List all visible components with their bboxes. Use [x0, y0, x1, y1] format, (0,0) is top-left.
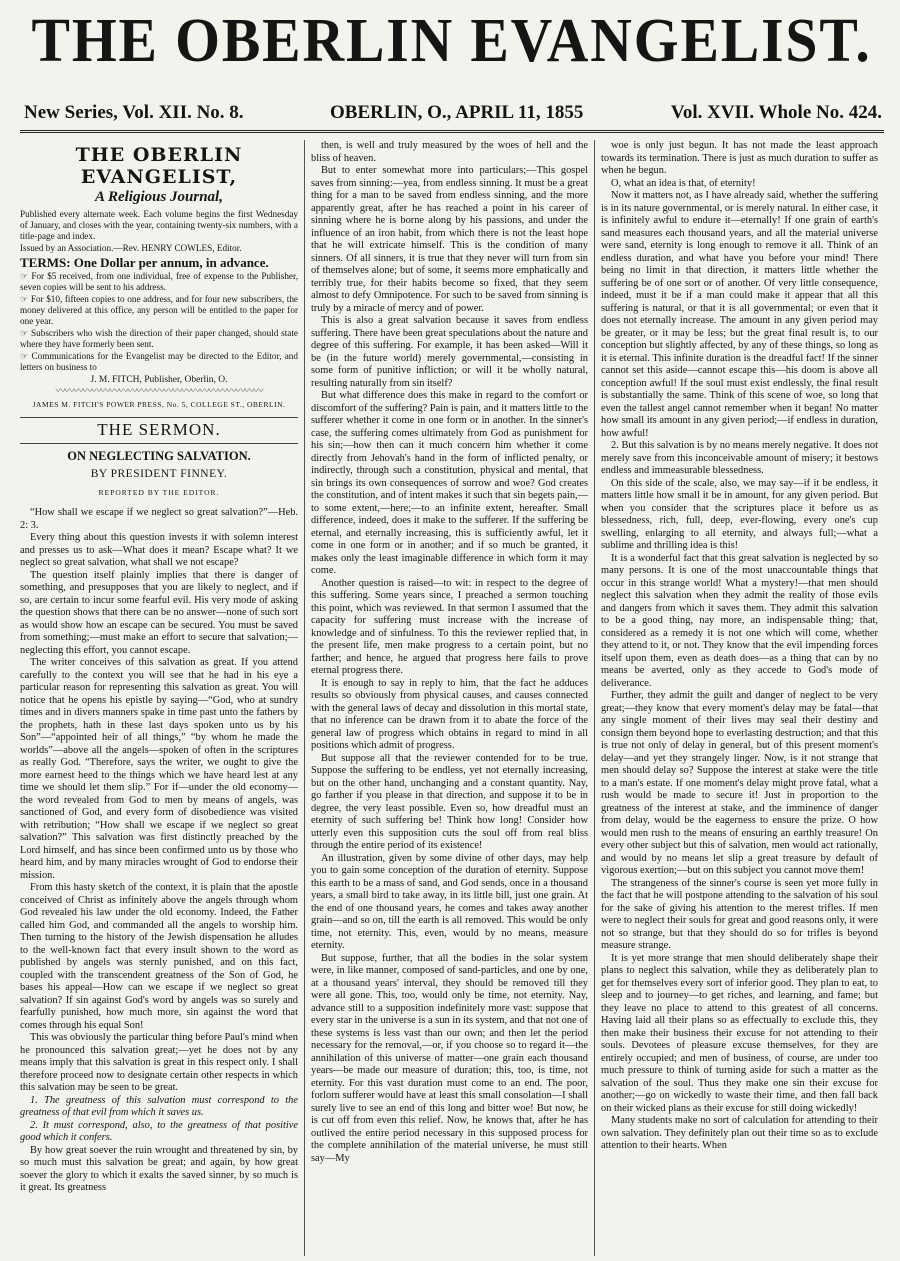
paragraph: An illustration, given by some divine of other days, may help you to gain some conception of the duration of eternity. Suppose this earth to be a mass of sand, and God sends, once in a thousand years, a small bird to take away, in its little bill, just one grain. At the end of one thousand years, he comes and takes away another grain—and so on, till the earth is all removed. This would be only time, not eternity. This, even, would by no means, measure eternity.: [311, 852, 588, 951]
paragraph: It is yet more strange that men should deliberately shape their plans to neglect this salvation, while they as deliberately plan to get for themselves every sort of inferior good. They plan to eat, to sleep and to journey—to get riches, and learning, and fame; but they leave no place to attend to this greatest of all concerns. Having laid all their plans so as effectually to exclude this, they then make their business their excuse for not attending to their souls. Devotees of pleasure excuse themselves, for they are entirely occupied; and men of business, of course, are under too much pressure to think of turning aside for such a matter as the salvation of the soul. Thus they make one sin their excuse for another;—go on wickedly to waste their time, and then fall back on their wicked plans as their excuse for still doing wickedly!: [601, 952, 878, 1114]
paragraph: Further, they admit the guilt and danger of neglect to be very great;—they know that every moment's delay may be fatal—that any single moment of their lives may seal their destiny and consign them beyond hope to everlasting destruction; and that this is true not only of delay in general, but of this present moment's delay—and yet they strangely linger. Now, is it not strange that men should delay so? Suppose the interest at stake were the title to a man's estate. If one moment's delay might prove fatal, what a rush would be made to secure it! Just in proportion to the greatness of the interest at stake, and the imminence of danger from delay, would be the eagerness to ensure the prize. O how would men rush to the means of ensuring an earthly treasure! On every other subject but this of salvation, men would act rationally, and would by no means let slip a great treasure by default of vigorous exertion;—but on this subject you cannot move them!: [601, 690, 878, 876]
press-line: JAMES M. FITCH'S POWER PRESS, No. 5, COLLEGE ST., OBERLIN.: [32, 399, 286, 409]
published-notice: Published every alternate week. Each volume begins the first Wednesday of January, and closes with the year, containing twenty-six numbers, with a title-page and index.: [20, 209, 298, 241]
wavy-divider: 〰〰〰〰〰〰〰〰〰〰〰〰〰〰〰〰〰〰〰〰〰〰〰: [55, 386, 263, 396]
paragraph: But suppose all that the reviewer contended for to be true. Suppose the suffering to be endless, yet not eternally increasing, but on the other hand, unchanging and a constant quantity. Nay, go farther if you please in that direction, and suppose it to be in degree, the very least possible. Even so, how dreadful must an eternity of such suffering be! Think how long! Consider how utterly even this supposition cuts the soul off from real bliss through the entire period of its existence!: [311, 752, 588, 851]
article-columns: [14, 140, 886, 1256]
series-label: New Series, Vol. XII. No. 8.: [24, 102, 244, 123]
paragraph: On this side of the scale, also, we may say—if it be endless, it matters little how small it be in amount, for any given period. But when you consider that the scriptures place it before us as blessedness, rich, full, deep, ever-flowing, every one's cup swelling, enlarging to all eternity, and always full;—what a sublime and thrilling idea is this!: [601, 477, 878, 551]
paragraph: The writer conceives of this salvation as great. If you attend carefully to the context you will see that he had in his eye a particular reason for representing this salvation as great. You will notice that he opens his epistle by saying—“God, who at sundry times and in divers manners spake in time past unto the fathers by the prophets, hath in these last days spoken unto us by his Son”—“appointed heir of all things,” “by whom he made the worlds”—above all the angels—spoken of often in the scriptures as really God. “Therefore, says the writer, we ought to give the more earnest heed to the things which we have heard lest at any time we should let them slip.” For if—under the old economy—the word revealed from God to men by means of angels, was sanctioned of God, and every form of disobedience was visited with retribution; “How shall we escape if we neglect so great salvation?” This salvation was first distinctly preached by the Lord himself, and has since been confirmed unto us by those who heard him, and by many miracles wrought of God to endorse their mission.: [20, 657, 298, 881]
paragraph: O, what an idea is that, of eternity!: [611, 177, 756, 189]
paragraph: 2. But this salvation is by no means merely negative. It does not merely save from this inconceivable amount of misery; it bestows endless and immeasurable blessedness.: [601, 440, 878, 476]
paragraph: The strangeness of the sinner's course is seen yet more fully in the fact that he will postpone attending to the salvation of his soul for the sake of giving his attention to the merest trifles. If men were to neglect their souls for great and good reasons only, it were not so strange, but that they should do so for trifles is beyond measure strange.: [601, 877, 878, 951]
issued-notice: Issued by an Association.—Rev. HENRY COWLES, Editor.: [20, 243, 242, 253]
paragraph: But to enter somewhat more into particulars;—This gospel saves from sinning:—yea, from endless sinning. It must be a great thing for a man to be saved from endless sinning, and the more apparently great, after he has reached a point in his career of sinning where he is borne along by his passions, and under the influence of an iron habit, from which there is not the least hope that he will extricate himself. This is the condition of many sinners. Of all sinners, it is true that they never will turn from sin of themselves alone; but of some, it seems more emphatically and terribly true, for their habits become so fixed, that they seem almost to defy Omnipotence. For such to be saved from sinning is truly by a miracle of mercy and of power.: [311, 165, 588, 314]
reported-line: REPORTED BY THE EDITOR.: [98, 487, 220, 497]
paragraph: “How shall we escape if we neglect so great salvation?”—Heb. 2: 3.: [20, 507, 298, 531]
paragraph: Now it matters not, as I have already said, whether the suffering is in its nature governmental, or is merely natural. In either case, it is infinitely awful to endure it—eternally! If one grain of earth's sand measures each thousand years, and all the material universe were sand, eternity is long enough to remove it all. Think of an endless duration, and what have you before your mind! There being no limit in that direction, it matters little whether the suffering be of one sort or of another. Of very little consequence, indeed, must it be if a man could make it appear that all this suffering is natural, or that it is all governmental; or even that it does not eternally increase. The amount in any given period may be greater, or it may be less; but the great final result is, to our conception but slightly affected, by any of these things, so long as it is eternal. This infinite duration is the dreadful fact! If the sinner cannot set this aside—cannot escape this—his doom is above all conception awful! If the soul must exist endlessly, the final result is substantially the same. Think of this scene of woe, so long that even the tallest angel cannot remember when it began! No matter how small its amount in any given period;—if endless in duration, how awful!: [601, 190, 878, 439]
notice-item: ☞ Communications for the Evangelist may be directed to the Editor, and letters on business to: [20, 351, 298, 372]
paragraph: From this hasty sketch of the context, it is plain that the apostle conceived of Christ as infinitely above the angels through whom God revealed his law under the old economy. Indeed, the Father called him God, and commanded all the angels to worship him. Then turning to the history of the Jewish dispensation he alludes to the well-known fact that every insult shown to the word as published by angels was sternly punished, and on this fact, coupled with the transcendent greatness of the Son of God, he bases his appeal—How can we escape if we neglect so great salvation? If sin against God's word by angels was so surely and fearfully punished, how much more, sin against the word that comes through his equal Son!: [20, 882, 298, 1031]
column-3: [594, 140, 884, 1256]
info-bar: [20, 96, 884, 133]
paragraph: It is a wonderful fact that this great salvation is neglected by so many persons. It is one of the most unaccountable things that occur in this strange world! What a mystery!—that men should neglect this salvation when they admit the reality of those evils and dangers from which it saves them. They admit this salvation to be a good thing, nay more, an indispensable thing; that, considered as a remedy it is not one which will come, whether they attend to it, or not. They know that the evil impending forces itself upon them, even as death does—as a thing that can by no means be averted, only as they accede to God's mode of deliverance.: [601, 552, 878, 689]
paragraph: then, is well and truly measured by the woes of hell and the bliss of heaven.: [311, 140, 588, 164]
paragraph: woe is only just begun. It has not made the least approach towards its termination. There is just as much duration to suffer as when he begun.: [601, 140, 878, 176]
notice-item: ☞ For $10, fifteen copies to one address, and for four new subscribers, the money delivered at this office, any person will be entitled to the paper for one year.: [20, 294, 298, 326]
byline: BY PRESIDENT FINNEY.: [90, 468, 228, 480]
publisher-line: J. M. FITCH, Publisher, Oberlin, O.: [90, 375, 228, 385]
paragraph: Many students make no sort of calculation for attending to their own salvation. They definitely plan out their time so as to exclude attention to their hearts. When: [601, 1115, 878, 1151]
paragraph: The question itself plainly implies that there is danger of something, and presupposes that you are likely to neglect, and if so, are certain to incur some fearful evil. His very mode of asking the question shows that there can be no answer—none of such sort as would show how an escape can be secured. You must be saved from something;—must make an effort to secure that salvation;—neglecting this effort, you cannot escape.: [20, 569, 298, 656]
section-title: THE SERMON.: [20, 417, 298, 437]
paragraph: Another question is raised—to wit: in respect to the degree of this suffering. Some years since, I preached a sermon touching this point, which was reviewed. In that sermon I assumed that the capacity for suffering must increase with the increase of knowledge and of sinfulness. To this the reviewer replied that, in the present life, men make progress to a certain point, but no farther; and hence, he argued that progress here fails to prove eternal progress there.: [311, 577, 588, 676]
paragraph: Every thing about this question invests it with solemn interest and presses us to ask—What does it mean? Escape what? It we neglect so great salvation, what shall we not escape?: [20, 532, 298, 568]
column-2: [304, 140, 594, 1256]
paper-name: THE OBERLIN EVANGELIST,: [75, 144, 243, 188]
paragraph: 1. The greatness of this salvation must correspond to the greatness of that evil from which it saves us.: [20, 1094, 298, 1118]
paragraph: But what difference does this make in regard to the comfort or discomfort of the suffering? Pain is pain, and it matters little to the sufferer whether it come in one form or in another. In the sinner's case, the suffering comes ultimately from God as punishment for his sin;—how then can it much concern him whether it come directly from Jehovah's hand in the form of inflicted penalty, or indirectly, through such a constitution, physical and mental, that sin brings its own consequences of sorrow and woe? God creates the constitution, and of intent makes it such that sin begets pain,—to some extent,—here;—to an infinite extent, hereafter. Small difference, indeed, does it make to the sufferer. If the suffering be eternal, and eternally increasing, this is sufficiently awful, let it come in one form or in another; and if so much be granted, it makes only the least imaginable difference in which form it may come.: [311, 390, 588, 576]
paragraph: But suppose, further, that all the bodies in the solar system were, in like manner, composed of sand-particles, and one by one, at a thousand years' interval, they should be removed till they were all gone. This, too, would only be time, not eternity. Nay, advance still to a supposition indefinitely more vast: suppose that every star in the universe is a sun in its system, and that not one of these systems is less vast than our own; and then let the period necessary for the removal,—or, if you choose so to regard it—the annihilation of this universe of matter—one grain each thousand years—be made our measure of duration; this, too, is time, not eternity. For this vast duration must come to an end. The poor, forlorn sufferer would have at least this small consolation—I shall surely live to see an end of this long and bitter woe! But now, he is cut off from even this relief. Now, he knows that, after he has outlived the entire period necessary in this supposed process for the complete annihilation of the material universe, he must still say—My: [311, 952, 588, 1164]
paragraph: This is also a great salvation because it saves from endless suffering. There have been great speculations about the nature and degree of this suffering. For example, it has been asked—Will it be (in the future world) merely governmental,—consisting in some form of punitive infliction; or will it be wholly natural, resulting naturally from sin itself?: [311, 315, 588, 389]
column-1: [14, 140, 304, 1256]
masthead-title: THE OBERLIN EVANGELIST.: [31, 7, 872, 75]
dateline: OBERLIN, O., APRIL 11, 1855: [330, 102, 584, 123]
paragraph: It is enough to say in reply to him, that the fact he adduces results so obviously from physical causes, and causes connected with the general laws of decay and dissolution in this mortal state, that no inference can be drawn from it to abate the force of the general law of progress which obtains in regard to mind in all positions which admit of progress.: [311, 677, 588, 751]
paragraph: 2. It must correspond, also, to the greatness of that positive good which it confers.: [20, 1119, 298, 1143]
volume-label: Vol. XVII. Whole No. 424.: [670, 102, 882, 123]
notice-item: ☞ For $5 received, from one individual, free of expense to the Publisher, seven copies will be sent to his address.: [20, 271, 298, 292]
paragraph: This was obviously the particular thing before Paul's mind when he pronounced this salvation great;—yet he does not by any means imply that this salvation is great in this respect only. I shall therefore proceed now to designate certain other respects in which this salvation may be seen to be great.: [20, 1032, 298, 1093]
paper-subtitle: A Religious Journal,: [95, 189, 223, 205]
paragraph: By how great soever the ruin wrought and threatened by sin, by so much must this salvation be great; and again, by how great soever the glory to which it exalts the saved sinner, by so much is it great. Its greatness: [20, 1144, 298, 1193]
notice-item: ☞ Subscribers who wish the direction of their paper changed, should state where they have formerly been sent.: [20, 328, 298, 349]
terms-notice: TERMS: One Dollar per annum, in advance.: [20, 255, 269, 270]
sermon-title: ON NEGLECTING SALVATION.: [20, 443, 298, 463]
